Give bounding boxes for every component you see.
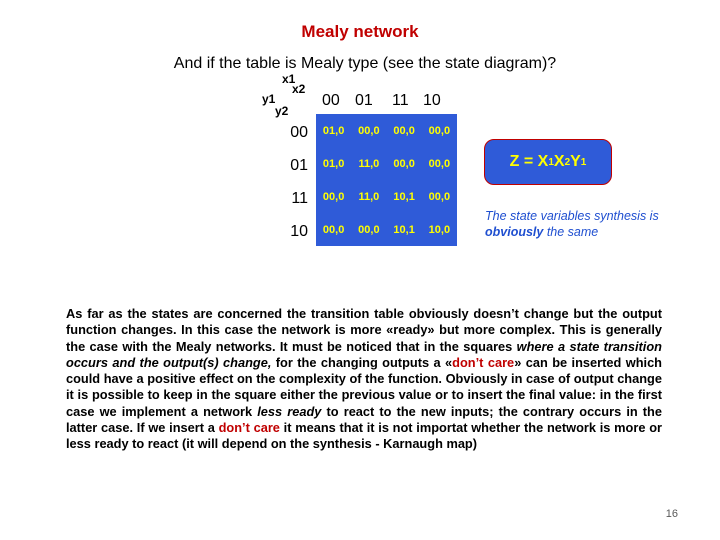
table-cell: 00,0: [428, 124, 451, 137]
column-header: 11: [392, 92, 409, 109]
note-emphasis: obviously: [485, 225, 544, 239]
y2-label: [275, 104, 288, 118]
table-cell: 11,0: [358, 157, 380, 170]
table-cell: 00,0: [358, 223, 380, 236]
table-cell: 00,0: [428, 190, 451, 203]
column-header: 10: [423, 92, 441, 109]
table-cell: 01,0: [322, 124, 345, 137]
equation-sub-2: 2: [564, 156, 571, 168]
synthesis-note: [485, 208, 695, 240]
equation-z: Z = X: [509, 153, 549, 170]
table-cell: 01,0: [322, 157, 345, 170]
table-cell: 00,0: [322, 223, 345, 236]
paragraph-text: to react to the new inputs; the contrary occurs in the latter case. If we insert a: [66, 403, 662, 436]
table-cell: 00,0: [428, 157, 451, 170]
table-cell: 00,0: [393, 124, 415, 137]
body-paragraph: [66, 306, 662, 453]
paragraph-text: it means that it is not importat whether the network is more or less ready to react (it will depend on the synthesis - Karnaugh map): [66, 420, 662, 452]
row-header: 00: [290, 124, 308, 141]
table-cell: 00,0: [322, 190, 345, 203]
y1-label-text: y1: [262, 92, 276, 106]
transition-table: [316, 114, 457, 246]
y1-label: [262, 92, 275, 106]
paragraph-text: for the changing outputs a «: [271, 354, 453, 370]
x2-label-text: x2: [292, 82, 306, 96]
equation-sub-3: 1: [580, 156, 587, 168]
column-header: 01: [355, 92, 373, 109]
page-number: 16: [665, 508, 678, 520]
note-text: The state variables synthesis is: [485, 209, 659, 223]
table-cell: 00,0: [393, 157, 415, 170]
dont-care-term: don’t care: [218, 420, 280, 436]
page-title: Mealy network: [301, 22, 419, 41]
equation-x2: X: [553, 153, 565, 170]
x1-label-text: x1: [282, 72, 296, 86]
equation-y: Y: [570, 153, 581, 170]
paragraph-text: As far as the states are concerned the transition table obviously doesn’t change but the output function changes. In this case the network is more «ready» but more complex. This is generally the case with the Mealy networks. It must be noticed that in the squares: [66, 306, 662, 354]
y2-label-text: y2: [275, 104, 289, 118]
table-cell: 10,1: [393, 190, 415, 203]
paragraph-italic: less ready: [257, 403, 322, 419]
paragraph-text: » can be inserted which could have a positive effect on the complexity of the function. Obviously in case of output change it is possible to keep in the square either the previous value or to insert the final value: in the first case we implement a network: [66, 354, 663, 419]
table-cell: 00,0: [358, 124, 380, 137]
x2-label: [292, 82, 305, 96]
table-cell: 10,1: [393, 223, 415, 236]
table-cell: 10,0: [428, 223, 451, 236]
equation-sub-1: 1: [548, 156, 554, 168]
dont-care-term: don’t care: [452, 354, 515, 370]
subtitle: And if the table is Mealy type (see the state diagram)?: [173, 55, 557, 72]
row-header: 11: [291, 190, 308, 207]
output-equation: [484, 139, 612, 185]
row-header: 10: [290, 223, 308, 240]
table-cell: 11,0: [358, 190, 380, 203]
paragraph-italic: where a state transition occurs and the output(s) change,: [66, 338, 662, 370]
row-header: 01: [290, 157, 308, 174]
note-text: the same: [543, 225, 599, 239]
column-header: 00: [322, 92, 340, 109]
